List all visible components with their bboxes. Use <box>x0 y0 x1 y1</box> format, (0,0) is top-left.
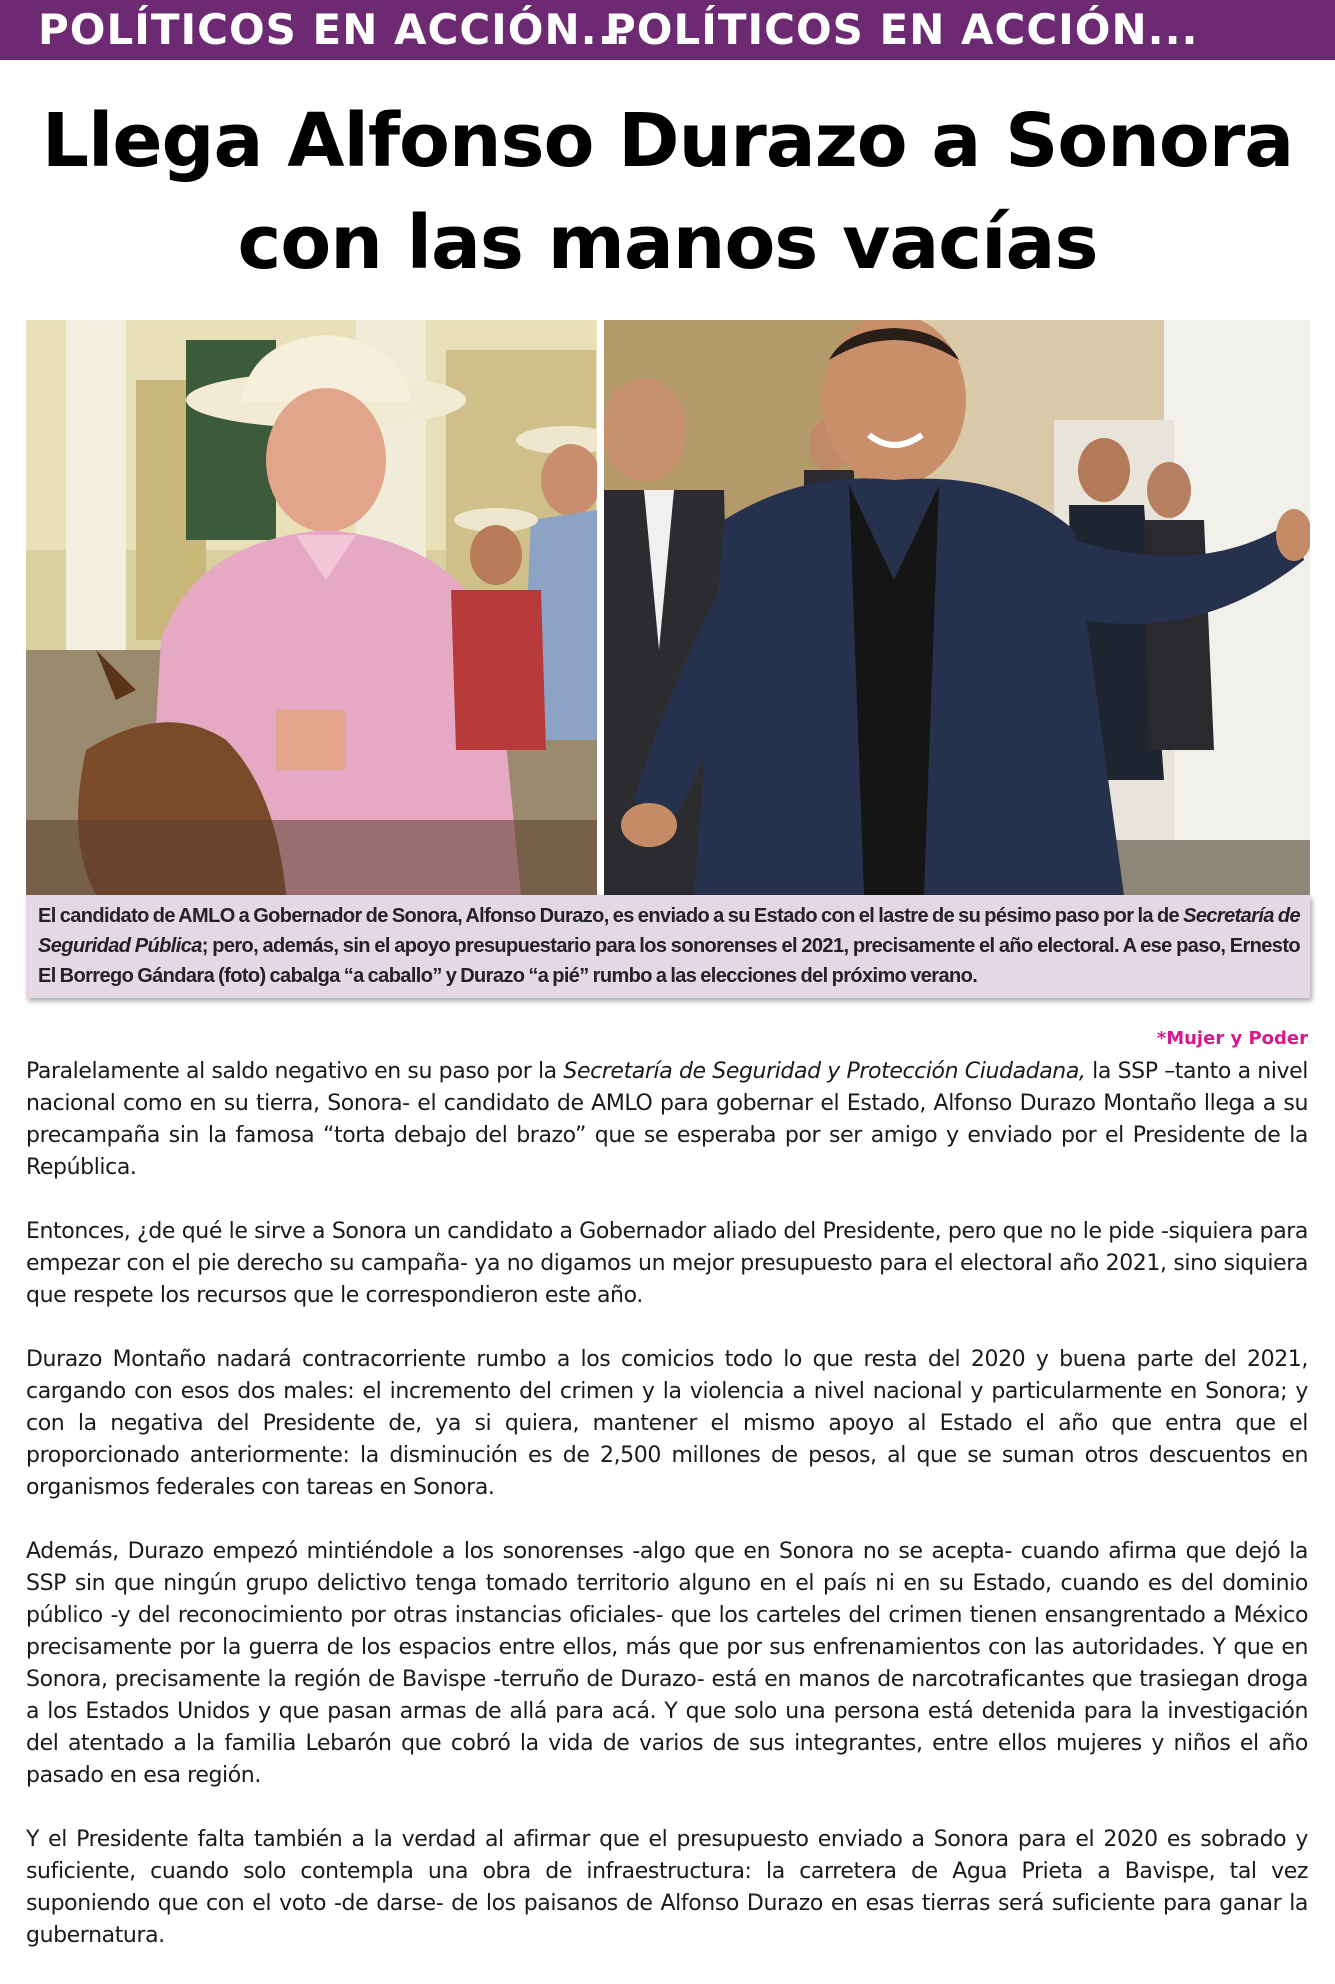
paragraph-text-continued: la SSP –tanto a nivel nacional como en su tierra, Sonora- el candidato de AMLO para gobernar el Estado, Alfonso Durazo Montaño llega a su precampaña sin la famosa “torta debajo del brazo” que se esperaba por ser amigo y enviado por el Presidente de la República. <box>26 1059 1309 1180</box>
article-body <box>26 1056 1308 1984</box>
article-paragraph-5: Y el Presidente falta también a la verdad al afirmar que el presupuesto enviado a Sonora para el 2020 es sobrado y suficiente, cuando solo contempla una obra de infraestructura: la carretera de Agua Prieta a Bavispe, tal vez suponiendo que con el voto -de darse- de los paisanos de Alfonso Durazo en esas tierras será suficiente para ganar la gubernatura. <box>26 1827 1308 1948</box>
photo-man-in-suit-smiling <box>604 320 1310 895</box>
suit-illustration <box>604 320 1310 895</box>
article-paragraph-4: Además, Durazo empezó mintiéndole a los sonorenses -algo que en Sonora no se acepta- cuando afirma que dejó la SSP sin que ningún grupo delictivo tenga tomado territorio alguno en el país ni en su Estado, cuando es del dominio público -y del reconocimiento por otras instancias oficiales- que los carteles del crimen tienen ensangrentado a México precisamente por la guerra de los espacios entre ellos, más que por sus enfrenamientos con las autoridades. Y que en Sonora, precisamente la región de Bavispe -terruño de Durazo- está en manos de narcotraficantes que trasiegan droga a los Estados Unidos y que pasan armas de allá para acá. Y que solo una persona está detenida para la investigación del atentado a la familia Lebarón que cobró la vida de varios de sus integrantes, entre ellos mujeres y niños el año pasado en esa región. <box>26 1539 1308 1788</box>
caption-italic-text: Secretaría de Seguridad Pública <box>38 905 1300 957</box>
paragraph-text: Paralelamente al saldo negativo en su paso por la <box>26 1059 564 1084</box>
photo-pair <box>26 320 1310 895</box>
banner-text: POLÍTICOS EN ACCIÓN... <box>38 5 632 54</box>
photo-caption <box>26 895 1310 998</box>
headline <box>20 90 1315 294</box>
caption-text: El candidato de AMLO a Gobernador de Sonora, Alfonso Durazo, es enviado a su Estado con el lastre de su pésimo paso por la de <box>38 905 1184 927</box>
source-credit: *Mujer y Poder <box>1156 1028 1308 1049</box>
article-paragraph-1 <box>26 1056 1308 1184</box>
rider-illustration <box>26 320 597 895</box>
article-paragraph-3: Durazo Montaño nadará contracorriente rumbo a los comicios todo lo que resta del 2020 y buena parte del 2021, cargando con esos dos males: el incremento del crimen y la violencia a nivel nacional y particularmente en Sonora; y con la negativa del Presidente de, ya si quiera, mantener el mismo apoyo al Estado el año que entra que el proporcionado anteriormente: la disminución es de 2,500 millones de pesos, al que se suman otros descuentos en organismos federales con tareas en Sonora. <box>26 1347 1308 1500</box>
banner-text-repeat: POLÍTICOS EN ACCIÓN... <box>605 5 1199 54</box>
caption-text-continued: ; pero, además, sin el apoyo presupuestario para los sonorenses el 2021, precisamente el año electoral. A ese paso, Ernesto El Borrego Gándara (foto) cabalga “a caballo” y Durazo “a pié” rumbo a las elecciones del próximo verano. <box>38 935 1300 987</box>
photo-rider-in-cowboy-hat <box>26 320 597 895</box>
section-banner <box>0 0 1335 60</box>
article-paragraph-2: Entonces, ¿de qué le sirve a Sonora un candidato a Gobernador aliado del Presidente, pero que no le pide -siquiera para empezar con el pie derecho su campaña- ya no digamos un mejor presupuesto para el electoral año 2021, sino siquiera que respete los recursos que le correspondieron este año. <box>26 1219 1308 1308</box>
headline-line-2: con las manos vacías <box>237 200 1098 286</box>
headline-line-1: Llega Alfonso Durazo a Sonora <box>41 98 1294 184</box>
paragraph-italic-text: Secretaría de Seguridad y Protección Ciudadana, <box>563 1059 1086 1084</box>
